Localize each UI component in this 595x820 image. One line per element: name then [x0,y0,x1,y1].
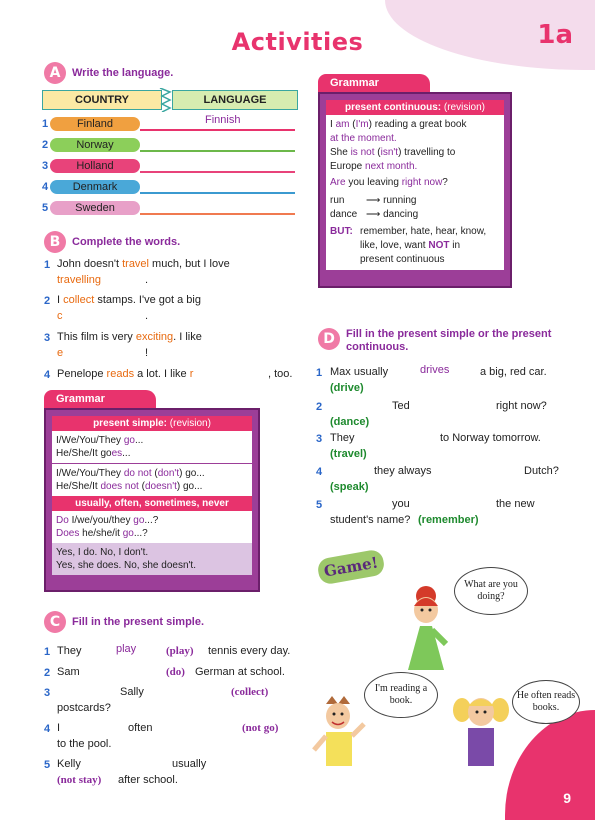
verb-prompt: (drive) [330,382,364,394]
sentence-text: after school. [118,774,178,786]
highlight-word: collect [63,294,95,306]
country-pill: Sweden [50,201,140,215]
sentence-text: a big, red car. [480,366,547,378]
item-number: 3 [44,332,51,344]
grammar2-body: I am (I'm) reading a great book at the moment. She is not (isn't) travelling to Europe next month. Are you leaving right now? run ⟶ running dance ⟶ dancing BUT: remember, hate, hear, know, like, love, want NOT in present continuous [326,115,504,270]
sentence-text: German at school. [195,666,285,678]
answer-line [140,171,295,173]
exercise-sentence [57,294,297,306]
sentence-text: tennis every day. [208,645,291,657]
country-pill: Norway [50,138,140,152]
verb-prompt: (do) [166,666,185,678]
sentence-text: Sally [120,686,144,698]
section-d-badge: D [318,328,340,350]
punctuation: , too. [268,368,293,380]
punctuation: . [145,274,149,286]
verb-prompt: (speak) [330,481,369,493]
sentence-text: Dutch? [524,465,559,477]
sentence-text: the new [496,498,535,510]
sentence-text: much, but I love [149,258,230,270]
punctuation: . [145,310,149,322]
grammar1-affirmative: I/We/You/They go... He/She/It goes... [52,431,252,463]
grammar1-short-answers: Yes, I do. No, I don't. Yes, she does. No, she doesn't. [52,543,252,575]
language-header: LANGUAGE [172,90,298,110]
exercise-sentence [57,331,297,343]
grammar1-questions: Do I/we/you/they go...? Does he/she/it go...? [52,511,252,543]
item-number: 3 [44,687,51,699]
row-number: 3 [42,160,49,172]
verb-prompt: (not go) [242,722,279,734]
arrow-icon: ⟶ [366,209,381,220]
section-a-badge: A [44,62,66,84]
grammar-tab-2: Grammar [318,74,430,92]
grammar1-adverbs: usually, often, sometimes, never [52,496,252,511]
sentence-text: Penelope [57,368,107,380]
sentence-text: I [57,294,64,306]
sentence-text: Ted [392,400,410,412]
game-badge: Game! [316,548,386,585]
answer-field[interactable]: e [57,347,64,359]
arrow-icon: ⟶ [366,195,381,206]
answer-field[interactable]: drives [420,364,450,376]
sentence-text: often [128,722,153,734]
sentence-text: . I like [173,331,202,343]
item-number: 2 [316,401,323,413]
answer-line [140,213,295,215]
item-number: 2 [44,667,51,679]
verb-prompt: (remember) [418,514,479,526]
sentence-text: to Norway tomorrow. [440,432,541,444]
blonde-girl-illustration [450,688,512,776]
row-number: 4 [42,181,49,193]
answer-field[interactable]: play [116,643,137,655]
page-title: Activities [231,28,364,56]
sentence-text: Kelly [57,758,81,770]
zigzag-divider-icon [158,88,174,112]
grammar1-title: present simple: (revision) [52,416,252,431]
sentence-text: This film is very [57,331,136,343]
sentence-text: They [57,645,82,657]
section-b-badge: B [44,231,66,253]
sentence-text: Sam [57,666,80,678]
answer-line [140,150,295,152]
sentence-text: a lot. I like [134,368,190,380]
sentence-text: to the pool. [57,738,112,750]
row-number: 1 [42,118,49,130]
item-number: 3 [316,433,323,445]
verb-prompt: (collect) [231,686,269,698]
sentence-text: right now? [496,400,547,412]
sentence-text: I [57,722,61,734]
country-header: COUNTRY [42,90,162,110]
verb-prompt: (not stay) [57,774,102,786]
sentence-text: John doesn't [57,258,123,270]
section-c-instruction: Fill in the present simple. [72,616,205,628]
section-b-instruction: Complete the words. [72,236,181,248]
sentence-text: postcards? [57,702,111,714]
answer-line [140,192,295,194]
grammar2-title: present continuous: (revision) [326,100,504,115]
language-answer[interactable]: Finnish [205,114,241,126]
highlight-word: travel [122,258,149,270]
item-number: 5 [44,759,51,771]
item-number: 4 [44,369,51,381]
girl-red-hair-illustration [398,582,468,672]
punctuation: ! [145,347,149,359]
sentence-text: stamps. I've got a big [94,294,201,306]
sentence-text: They [330,432,355,444]
answer-field[interactable]: travelling [57,274,102,286]
sentence-text: usually [172,758,207,770]
verb-prompt: (play) [166,645,194,657]
sentence-text: student's name? [330,514,411,526]
item-number: 1 [316,367,323,379]
grammar-box-present-continuous [318,92,512,288]
highlight-word: reads [106,368,135,380]
corner-decoration-bottom [505,710,595,820]
boy-illustration [312,694,372,784]
page-number: 9 [563,790,571,806]
answer-field[interactable]: r [189,368,194,380]
row-number: 2 [42,139,49,151]
country-pill: Finland [50,117,140,131]
highlight-word: exciting [135,331,174,343]
answer-field[interactable]: c [57,310,63,322]
sentence-text: they always [374,465,432,477]
item-number: 4 [44,723,51,735]
country-pill: Denmark [50,180,140,194]
speech-bubble-1: What are you doing? [454,567,528,615]
section-a-instruction: Write the language. [72,67,174,79]
grammar-tab-1: Grammar [44,390,156,408]
sentence-text: you [392,498,410,510]
section-d-instruction: Fill in the present simple or the present continuous. [346,328,552,353]
unit-label: 1a [537,20,573,50]
speech-bubble-2: I'm reading a book. [364,672,438,718]
section-c-badge: C [44,611,66,633]
speech-bubble-3: He often reads books. [512,680,580,724]
sentence-text: Max usually [330,366,389,378]
exercise-sentence [57,368,297,380]
exercise-sentence [57,258,297,270]
answer-line [140,129,295,131]
verb-prompt: (dance) [330,416,370,428]
item-number: 1 [44,259,51,271]
row-number: 5 [42,202,49,214]
country-pill: Holland [50,159,140,173]
verb-prompt: (travel) [330,448,367,460]
item-number: 2 [44,295,51,307]
grammar-box-present-simple [44,408,260,592]
item-number: 4 [316,466,323,478]
grammar1-negative: I/We/You/They do not (don't) go... He/She/It does not (doesn't) go... [52,463,252,496]
item-number: 5 [316,499,323,511]
item-number: 1 [44,646,51,658]
